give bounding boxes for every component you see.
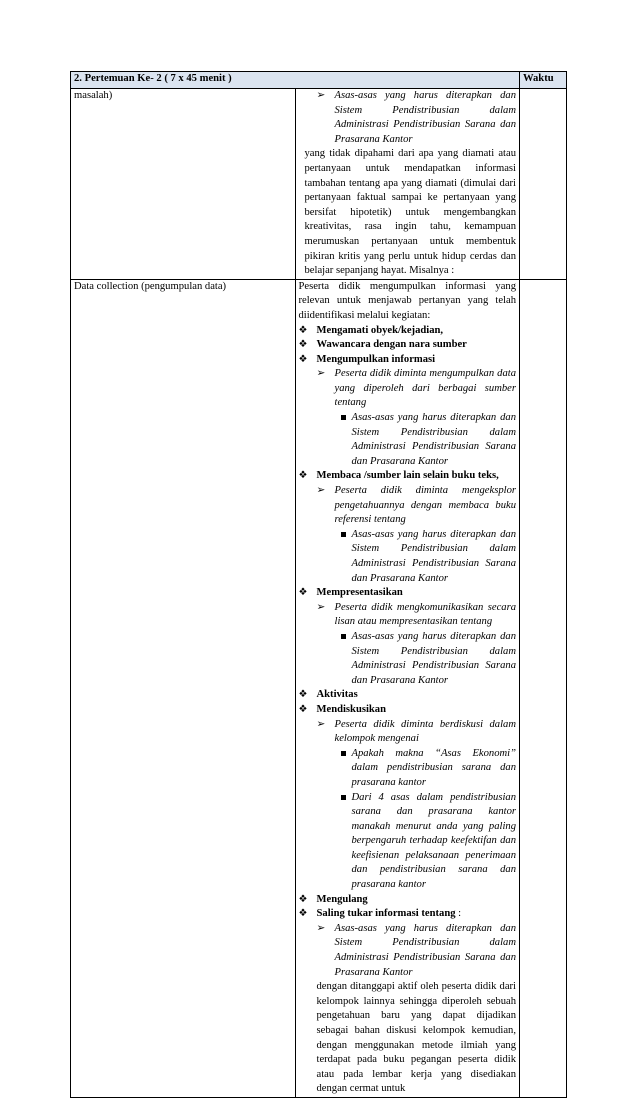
square-bullet-icon [341, 634, 346, 639]
list-item-suffix: : [458, 908, 462, 920]
list-item-text: Membaca /sumber lain selain buku teks, [316, 470, 499, 482]
diamond-bullet-icon: ❖ [298, 703, 308, 715]
list-item-text: Aktivitas [316, 689, 358, 701]
lesson-table [70, 71, 567, 1098]
list-item [299, 601, 517, 630]
diamond-bullet-icon: ❖ [298, 689, 308, 701]
square-bullet-icon [341, 751, 346, 756]
list-item [299, 367, 517, 411]
arrow-bullet-icon: ➢ [316, 368, 326, 380]
list-item-text: Asas-asas yang harus diterapkan dan Sistem Pendistribusian dalam Administrasi Pendistribusian Sarana dan Prasarana Kantor [351, 630, 516, 686]
arrow-bullet-icon: ➢ [316, 485, 326, 497]
list-item-text: Peserta didik diminta berdiskusi dalam kelompok mengenai [334, 718, 516, 745]
list-item-text: Peserta didik diminta mengeksplor pengetahuannya dengan membaca buku referensi tentang [334, 485, 516, 526]
diamond-bullet-icon: ❖ [298, 324, 308, 336]
table-header-row [71, 72, 567, 89]
paragraph: yang tidak dipahami dari apa yang diamati atau pertanyaan untuk mendapatkan informasi tambahan tentang apa yang diamati (dimulai dari pertanyaan faktual sampai ke pertanyaan yang bersifat hipotetik) untuk mengembangkan kreativitas, rasa ingin tahu, kemampuan merumuskan pertanyaan untuk membentuk pikiran kritis yang perlu untuk hidup cerdas dan belajar sepanjang hayat. Misalnya : [304, 148, 516, 277]
time-cell [520, 279, 567, 1097]
arrow-bullet-icon: ➢ [316, 718, 326, 730]
list-item-text: Asas-asas yang harus diterapkan dan Sistem Pendistribusian dalam Administrasi Pendistribusian Sarana dan Prasarana Kantor [351, 528, 516, 584]
activity-cell [295, 89, 520, 280]
time-cell [520, 89, 567, 280]
diamond-bullet-icon: ❖ [298, 908, 308, 920]
list-item-text: Mendiskusikan [316, 703, 386, 715]
list-item [299, 703, 517, 718]
list-item [299, 89, 517, 147]
list-item [299, 528, 517, 586]
list-item [299, 922, 517, 980]
list-item [299, 586, 517, 601]
list-item [299, 747, 517, 791]
list-item-text: Mengulang [316, 893, 368, 905]
diamond-bullet-icon: ❖ [298, 470, 308, 482]
list-item-text: Peserta didik mengkomunikasikan secara lisan atau mempresentasikan tentang [334, 601, 516, 628]
time-column-header: Waktu [520, 72, 567, 89]
square-bullet-icon [341, 795, 346, 800]
list-item-text: Mengamati obyek/kejadian, [316, 324, 444, 336]
diamond-bullet-icon: ❖ [298, 339, 308, 351]
activity-cell [295, 279, 520, 1097]
stage-label: masalah) [71, 89, 296, 280]
list-item [299, 353, 517, 368]
table-row [71, 279, 567, 1097]
list-item-text: Saling tukar informasi tentang [316, 908, 456, 920]
stage-label: Data collection (pengumpulan data) [71, 279, 296, 1097]
list-item [299, 907, 517, 922]
list-item-text: Asas-asas yang harus diterapkan dan Sistem Pendistribusian dalam Administrasi Pendistribusian Sarana dan Prasarana Kantor [351, 412, 516, 467]
arrow-bullet-icon: ➢ [316, 922, 326, 934]
list-item [299, 469, 517, 484]
lesson-plan-page [70, 71, 567, 1098]
square-bullet-icon [341, 532, 346, 537]
list-item-text: Asas-asas yang harus diterapkan dan Sistem Pendistribusian dalam Administrasi Pendistribusian Sarana dan Prasarana Kantor [334, 90, 516, 145]
list-item-text: Mempresentasikan [316, 587, 403, 599]
list-item-text: Wawancara dengan nara sumber [316, 339, 467, 351]
list-item-text: Asas-asas yang harus diterapkan dan Sistem Pendistribusian dalam Administrasi Pendistribusian Sarana dan Prasarana Kantor [334, 922, 516, 978]
list-item [299, 484, 517, 528]
list-item [299, 338, 517, 353]
list-item [299, 688, 517, 703]
arrow-bullet-icon: ➢ [316, 601, 326, 613]
list-item [299, 411, 517, 469]
list-item-text: Apakah makna “Asas Ekonomi” dalam pendistribusian sarana dan prasarana kantor [351, 747, 516, 788]
arrow-bullet-icon: ➢ [316, 90, 326, 101]
list-item-text: Mengumpulkan informasi [316, 353, 436, 365]
list-item [299, 791, 517, 893]
square-bullet-icon [341, 415, 346, 420]
list-item-text: Dari 4 asas dalam pendistribusian sarana dan prasarana kantor manakah menurut anda yang paling berpengaruh terhadap keefektifan dan keefisienan pelaksanaan penerimaan dan pendistribusian sarana dan prasarana kantor [351, 791, 516, 891]
list-item-text: Peserta didik diminta mengumpulkan data yang diperoleh dari berbagai sumber tentang [334, 368, 516, 409]
meeting-title: 2. Pertemuan Ke- 2 ( 7 x 45 menit ) [71, 72, 520, 89]
list-item [299, 718, 517, 747]
diamond-bullet-icon: ❖ [298, 353, 308, 365]
list-item [299, 630, 517, 688]
paragraph: dengan ditanggapi aktif oleh peserta didik dari kelompok lainnya sehingga diperoleh sebuah pengetahuan baru yang dapat dijadikan sebagai bahan diskusi kelompok kemudian, dengan menggunakan metode ilmiah yang terdapat pada buku pegangan peserta didik atau pada lembar kerja yang disediakan dengan cermat untuk [316, 981, 516, 1095]
intro-paragraph: Peserta didik mengumpulkan informasi yang relevan untuk menjawab pertanyan yang telah diidentifikasi melalui kegiatan: [298, 280, 516, 321]
list-item [299, 893, 517, 908]
diamond-bullet-icon: ❖ [298, 893, 308, 905]
list-item [299, 324, 517, 339]
diamond-bullet-icon: ❖ [298, 587, 308, 599]
table-row [71, 89, 567, 280]
